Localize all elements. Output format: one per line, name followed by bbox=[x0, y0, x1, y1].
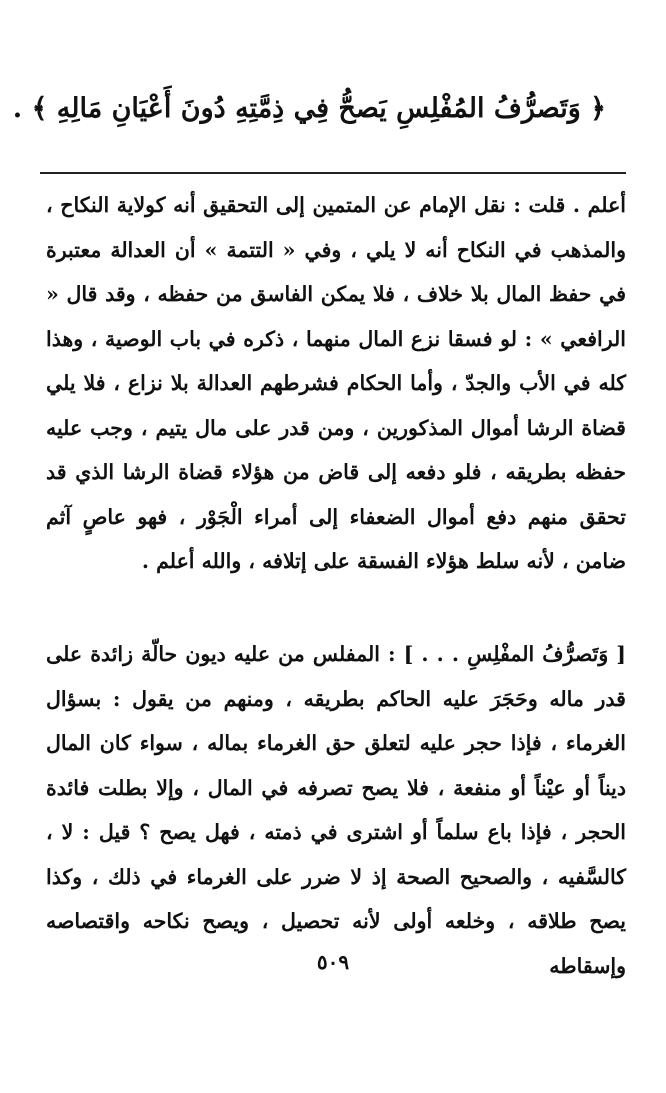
explanation-paragraph: [ وَتَصرُّفُ المفْلِسِ . . . ] : المفلس من عليه ديون حالّة زائدة على قدر ماله وحَجَرَ عليه الحاكم بطريقه ، ومنهم من يقول : بسؤال الغرماء ، فإذا حجر عليه لتعلق حق الغرماء بماله ، سواء كان المال ديناً أو عيْناً أو منفعة ، فلا يصح تصرفه في المال ، وإلا بطلت فائدة الحجر ، فإذا باع سلماً أو اشترى في ذمته ، فهل يصح ؟ قيل : لا ، كالسَّفيه ، والصحيح الصحة إذ لا ضرر على الغرماء في ذلك ، وكذا يصح طلاقه ، وخلعه أولى لأنه تحصيل ، ويصح نكاحه واقتصاصه وإسقاطه bbox=[46, 642, 626, 978]
page-number: ٥٠٩ bbox=[316, 950, 350, 974]
header-divider bbox=[40, 172, 626, 174]
matn-verse: ﴿ وَتَصرُّفُ المُفْلِسِ يَصحُّ فِي ذِمَّتِهِ دُونَ أَعْيَانِ مَالِهِ ﴾ . bbox=[12, 93, 606, 124]
commentary-paragraph: أعلم . قلت : نقل الإمام عن المتمين إلى التحقيق أنه كولاية النكاح ، والمذهب في النكاح أنه لا يلي ، وفي « التتمة » أن العدالة معتبرة في حفظ المال بلا خلاف ، فلا يمكن الفاسق من حفظه ، وقد قال « الرافعي » : لو فسقا نزع المال منهما ، ذكره في باب الوصية ، وهذا كله في الأب والجدّ ، وأما الحكام فشرطهم العدالة بلا نزاع ، فلا يلي قضاة الرشا أموال المذكورين ، ومن قدر على مال يتيم ، وجب عليه حفظه بطريقه ، فلو دفعه إلى قاض من هؤلاء قضاة الرشا الذي قد تحقق منهم دفع أموال الضعفاء إلى أمراء الْجَوْر ، فهو عاصٍ آثم ضامن ، لأنه سلط هؤلاء الفسقة على إتلافه ، والله أعلم . bbox=[46, 193, 626, 573]
